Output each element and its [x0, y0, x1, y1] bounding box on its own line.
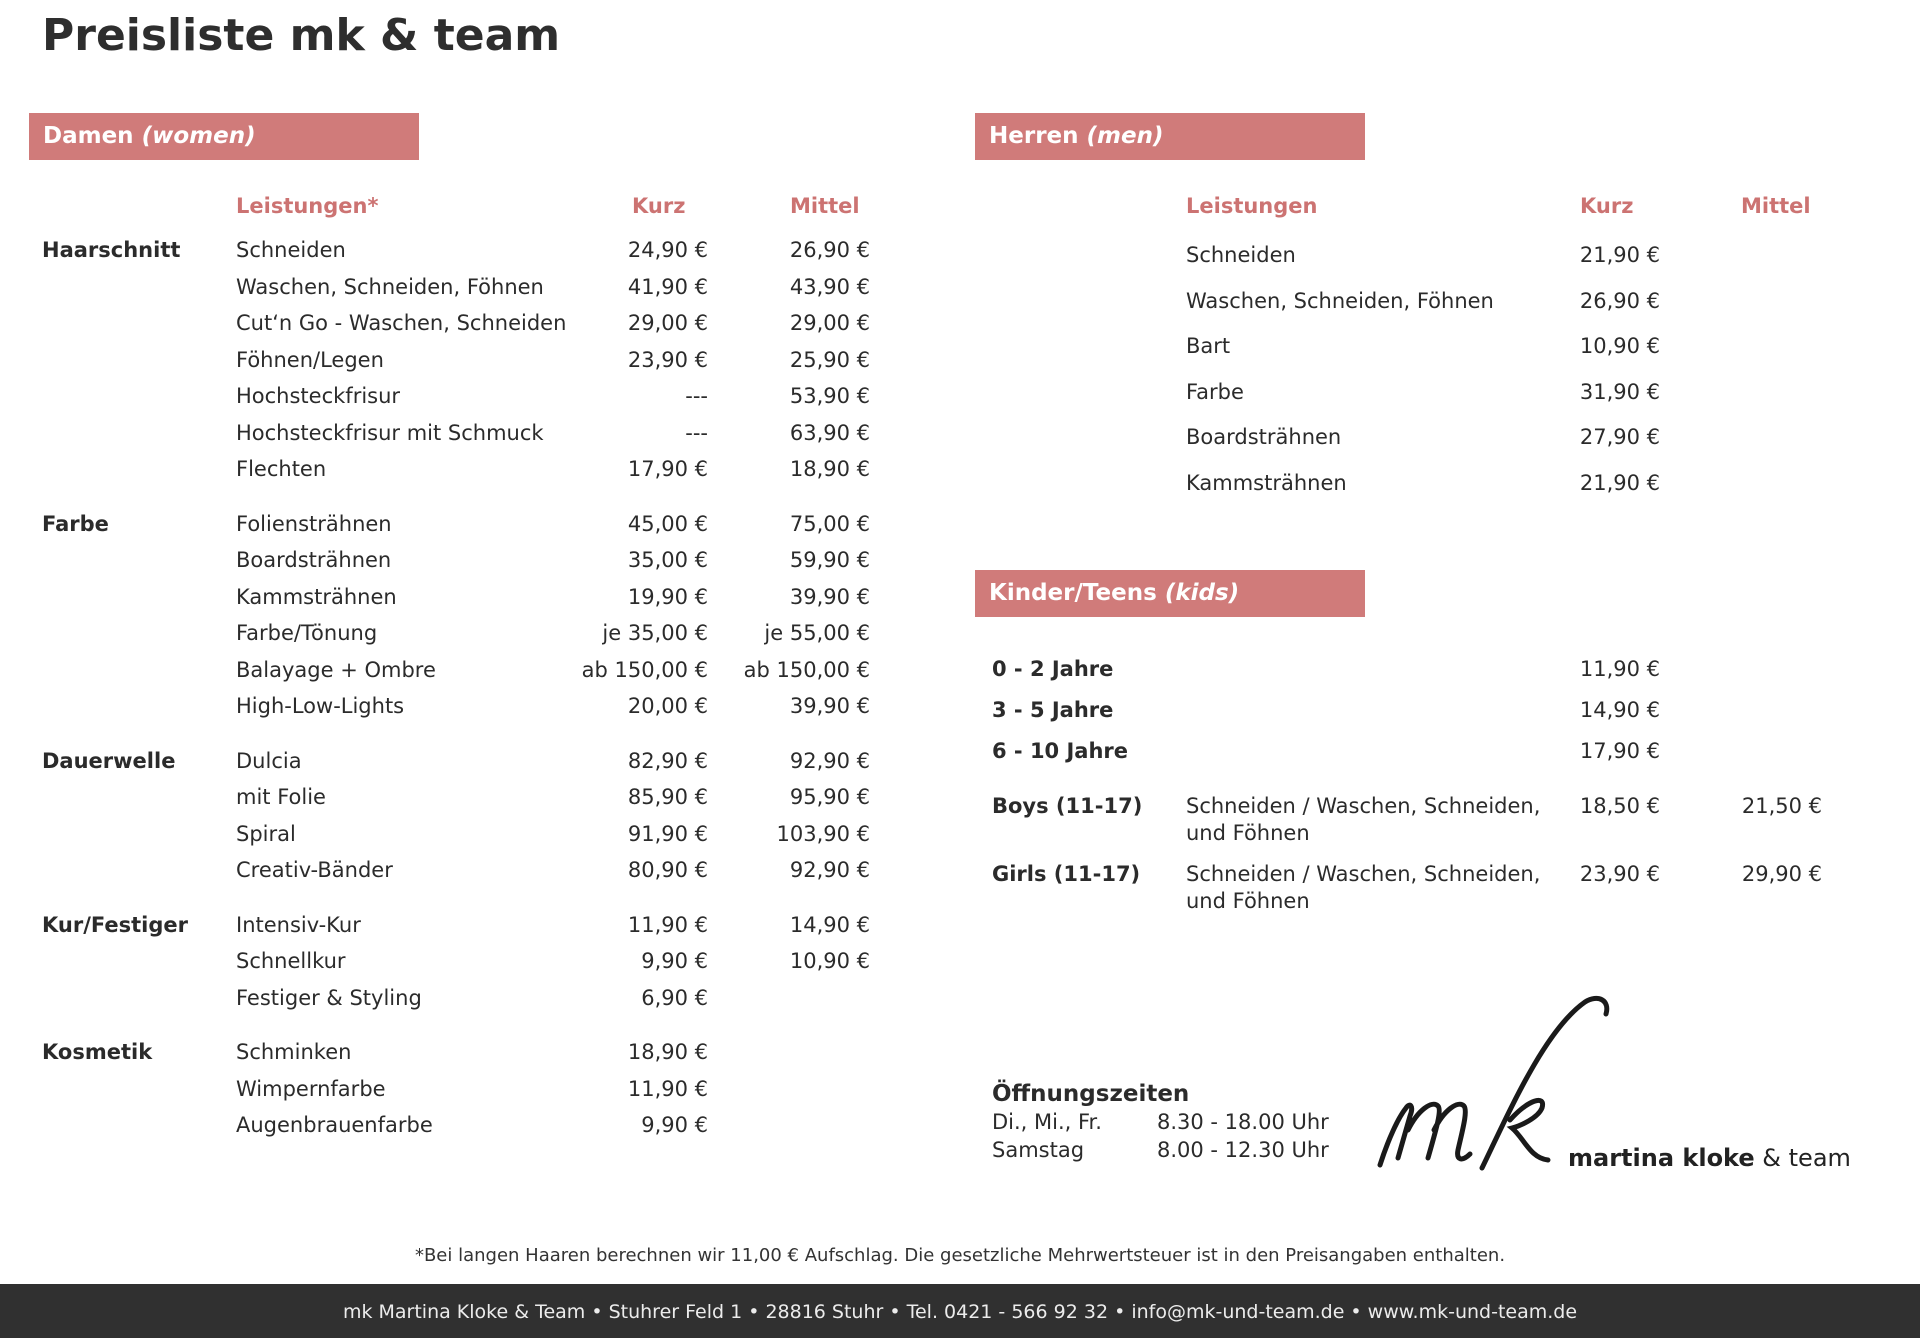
kinder-price-kurz: 14,90 € — [1579, 698, 1660, 722]
herren-price-kurz: 26,90 € — [1579, 288, 1660, 313]
herren-price-kurz: 10,90 € — [1579, 334, 1660, 359]
damen-price-mittel: 26,90 € — [789, 238, 870, 262]
damen-service: Creativ-Bänder — [236, 858, 393, 882]
footer-contact: mk Martina Kloke & Team • Stuhrer Feld 1 • 28816 Stuhr • Tel. 0421 - 566 92 32 • info@mk-und-team.de • www.mk-und-team.de — [342, 1301, 1578, 1323]
damen-price-kurz: 24,90 € — [627, 238, 708, 262]
damen-price-mittel: 95,90 € — [789, 785, 870, 809]
herren-service: Schneiden — [1186, 243, 1296, 267]
kinder-price-mittel: 29,90 € — [1741, 862, 1822, 886]
damen-price-mittel: 59,90 € — [789, 548, 870, 572]
kinder-band-title: Kinder/Teens — [989, 580, 1157, 606]
damen-price-mittel: je 55,00 € — [764, 621, 870, 645]
kinder-teen-service-line2: und Föhnen — [1186, 821, 1310, 845]
damen-col-mittel: Mittel — [790, 194, 860, 218]
page-title: Preisliste mk & team — [42, 10, 561, 61]
kinder-teen-service-line2: und Föhnen — [1186, 889, 1310, 913]
damen-category-label: Kur/Festiger — [42, 912, 188, 937]
herren-service: Boardsträhnen — [1186, 425, 1342, 450]
damen-service: Wimpernfarbe — [236, 1076, 386, 1101]
kinder-section-header — [975, 570, 1365, 617]
damen-service: Augenbrauenfarbe — [236, 1113, 433, 1137]
hours-time-1: 8.30 - 18.00 Uhr — [1157, 1110, 1329, 1134]
damen-price-kurz: 20,00 € — [627, 694, 708, 718]
damen-service: Kammsträhnen — [236, 584, 397, 609]
herren-service: Kammsträhnen — [1186, 471, 1347, 495]
kinder-teen-service-line1: Schneiden / Waschen, Schneiden, — [1186, 862, 1541, 886]
damen-service: Spiral — [236, 821, 296, 846]
damen-price-mittel: 43,90 € — [789, 274, 870, 299]
hours-time-2: 8.00 - 12.30 Uhr — [1157, 1138, 1329, 1162]
damen-price-kurz: 80,90 € — [627, 858, 708, 882]
damen-price-kurz: 82,90 € — [627, 748, 708, 773]
kinder-age-label: 3 - 5 Jahre — [992, 698, 1114, 722]
damen-service: Boardsträhnen — [236, 548, 392, 572]
damen-service: Balayage + Ombre — [236, 657, 436, 682]
kinder-teen-label: Girls (11-17) — [992, 862, 1141, 886]
damen-price-mittel: 25,90 € — [789, 347, 870, 372]
kinder-price-kurz: 23,90 € — [1579, 862, 1660, 886]
herren-band-subtitle: (men) — [1086, 123, 1164, 149]
damen-service: Hochsteckfrisur — [236, 384, 401, 408]
damen-price-kurz: 9,90 € — [641, 949, 708, 973]
damen-price-kurz: 29,00 € — [627, 311, 708, 335]
hours-days-2: Samstag — [992, 1138, 1085, 1162]
damen-price-mittel: ab 150,00 € — [743, 657, 870, 682]
footer-bar — [0, 1284, 1920, 1338]
hours-days-1: Di., Mi., Fr. — [992, 1110, 1102, 1134]
damen-price-mittel: 14,90 € — [789, 912, 870, 937]
herren-price-kurz: 21,90 € — [1579, 243, 1660, 267]
damen-service: Flechten — [236, 457, 327, 481]
damen-band-subtitle: (women) — [141, 123, 256, 149]
damen-price-kurz: 41,90 € — [627, 274, 708, 299]
damen-service: Foliensträhnen — [236, 511, 392, 536]
kinder-band-subtitle: (kids) — [1164, 580, 1240, 606]
herren-service: Bart — [1186, 334, 1231, 359]
damen-price-kurz: 11,90 € — [627, 912, 708, 937]
damen-price-kurz: je 35,00 € — [602, 621, 708, 645]
damen-col-kurz: Kurz — [632, 194, 686, 218]
herren-price-kurz: 21,90 € — [1579, 471, 1660, 495]
damen-price-kurz: 18,90 € — [627, 1040, 708, 1064]
kinder-price-kurz: 11,90 € — [1579, 657, 1660, 681]
kinder-teen-label: Boys (11-17) — [992, 794, 1143, 818]
damen-price-mittel: 18,90 € — [789, 457, 870, 481]
herren-col-mittel: Mittel — [1741, 194, 1811, 218]
herren-service: Waschen, Schneiden, Föhnen — [1186, 288, 1494, 313]
damen-price-mittel: 10,90 € — [789, 949, 870, 973]
damen-section-header — [29, 113, 419, 160]
damen-price-kurz: 45,00 € — [627, 511, 708, 536]
damen-price-kurz: 85,90 € — [627, 785, 708, 809]
damen-category-label: Haarschnitt — [42, 238, 181, 262]
kinder-age-label: 0 - 2 Jahre — [992, 657, 1114, 681]
herren-band-title: Herren — [989, 123, 1079, 149]
damen-category-label: Kosmetik — [42, 1040, 153, 1064]
logo-name-rest: & team — [1762, 1144, 1851, 1172]
damen-price-kurz: 91,90 € — [627, 821, 708, 846]
damen-price-kurz: --- — [685, 384, 708, 408]
damen-price-kurz: 19,90 € — [627, 584, 708, 609]
damen-service: Dulcia — [236, 748, 302, 773]
damen-price-kurz: ab 150,00 € — [581, 657, 708, 682]
damen-service: Waschen, Schneiden, Föhnen — [236, 274, 544, 299]
damen-price-mittel: 103,90 € — [776, 821, 870, 846]
logo-name-bold: martina kloke — [1568, 1144, 1755, 1172]
damen-service: Föhnen/Legen — [236, 347, 384, 372]
damen-price-mittel: 63,90 € — [789, 420, 870, 445]
damen-service: High-Low-Lights — [236, 694, 405, 718]
damen-price-mittel: 92,90 € — [789, 748, 870, 773]
kinder-price-kurz: 17,90 € — [1579, 739, 1660, 763]
damen-band-title: Damen — [43, 123, 134, 149]
herren-col-service: Leistungen — [1186, 194, 1318, 218]
herren-price-kurz: 27,90 € — [1579, 425, 1660, 450]
damen-col-service: Leistungen* — [236, 194, 379, 218]
damen-price-kurz: 6,90 € — [641, 985, 708, 1010]
damen-service: Festiger & Styling — [236, 985, 422, 1010]
damen-price-kurz: --- — [685, 420, 708, 445]
damen-price-kurz: 35,00 € — [627, 548, 708, 572]
damen-category-label: Farbe — [42, 511, 109, 536]
herren-section-header — [975, 113, 1365, 160]
herren-service: Farbe — [1186, 379, 1244, 404]
damen-price-mittel: 39,90 € — [789, 694, 870, 718]
damen-price-mittel: 39,90 € — [789, 584, 870, 609]
kinder-age-label: 6 - 10 Jahre — [992, 739, 1129, 763]
damen-price-mittel: 53,90 € — [789, 384, 870, 408]
herren-col-kurz: Kurz — [1580, 194, 1634, 218]
kinder-teen-service-line1: Schneiden / Waschen, Schneiden, — [1186, 794, 1541, 818]
footnote: *Bei langen Haaren berechnen wir 11,00 € Aufschlag. Die gesetzliche Mehrwertsteuer ist in den Preisangaben enthalten. — [414, 1245, 1506, 1266]
kinder-price-mittel: 21,50 € — [1741, 794, 1822, 818]
damen-service: Farbe/Tönung — [236, 621, 378, 645]
damen-price-kurz: 23,90 € — [627, 347, 708, 372]
damen-service: Schnellkur — [236, 949, 346, 973]
damen-price-mittel: 92,90 € — [789, 858, 870, 882]
damen-price-mittel: 75,00 € — [789, 511, 870, 536]
hours-heading: Öffnungszeiten — [992, 1081, 1190, 1107]
logo-wordmark — [1568, 1144, 1851, 1172]
damen-price-kurz: 9,90 € — [641, 1113, 708, 1137]
damen-service: mit Folie — [236, 785, 326, 809]
herren-price-kurz: 31,90 € — [1579, 379, 1660, 404]
damen-service: Schminken — [236, 1040, 352, 1064]
damen-service: Cut‘n Go - Waschen, Schneiden — [236, 311, 567, 335]
kinder-price-kurz: 18,50 € — [1579, 794, 1660, 818]
damen-price-kurz: 17,90 € — [627, 457, 708, 481]
damen-price-kurz: 11,90 € — [627, 1076, 708, 1101]
damen-price-mittel: 29,00 € — [789, 311, 870, 335]
damen-service: Schneiden — [236, 238, 346, 262]
damen-service: Hochsteckfrisur mit Schmuck — [236, 420, 544, 445]
damen-service: Intensiv-Kur — [236, 912, 361, 937]
damen-category-label: Dauerwelle — [42, 748, 176, 773]
